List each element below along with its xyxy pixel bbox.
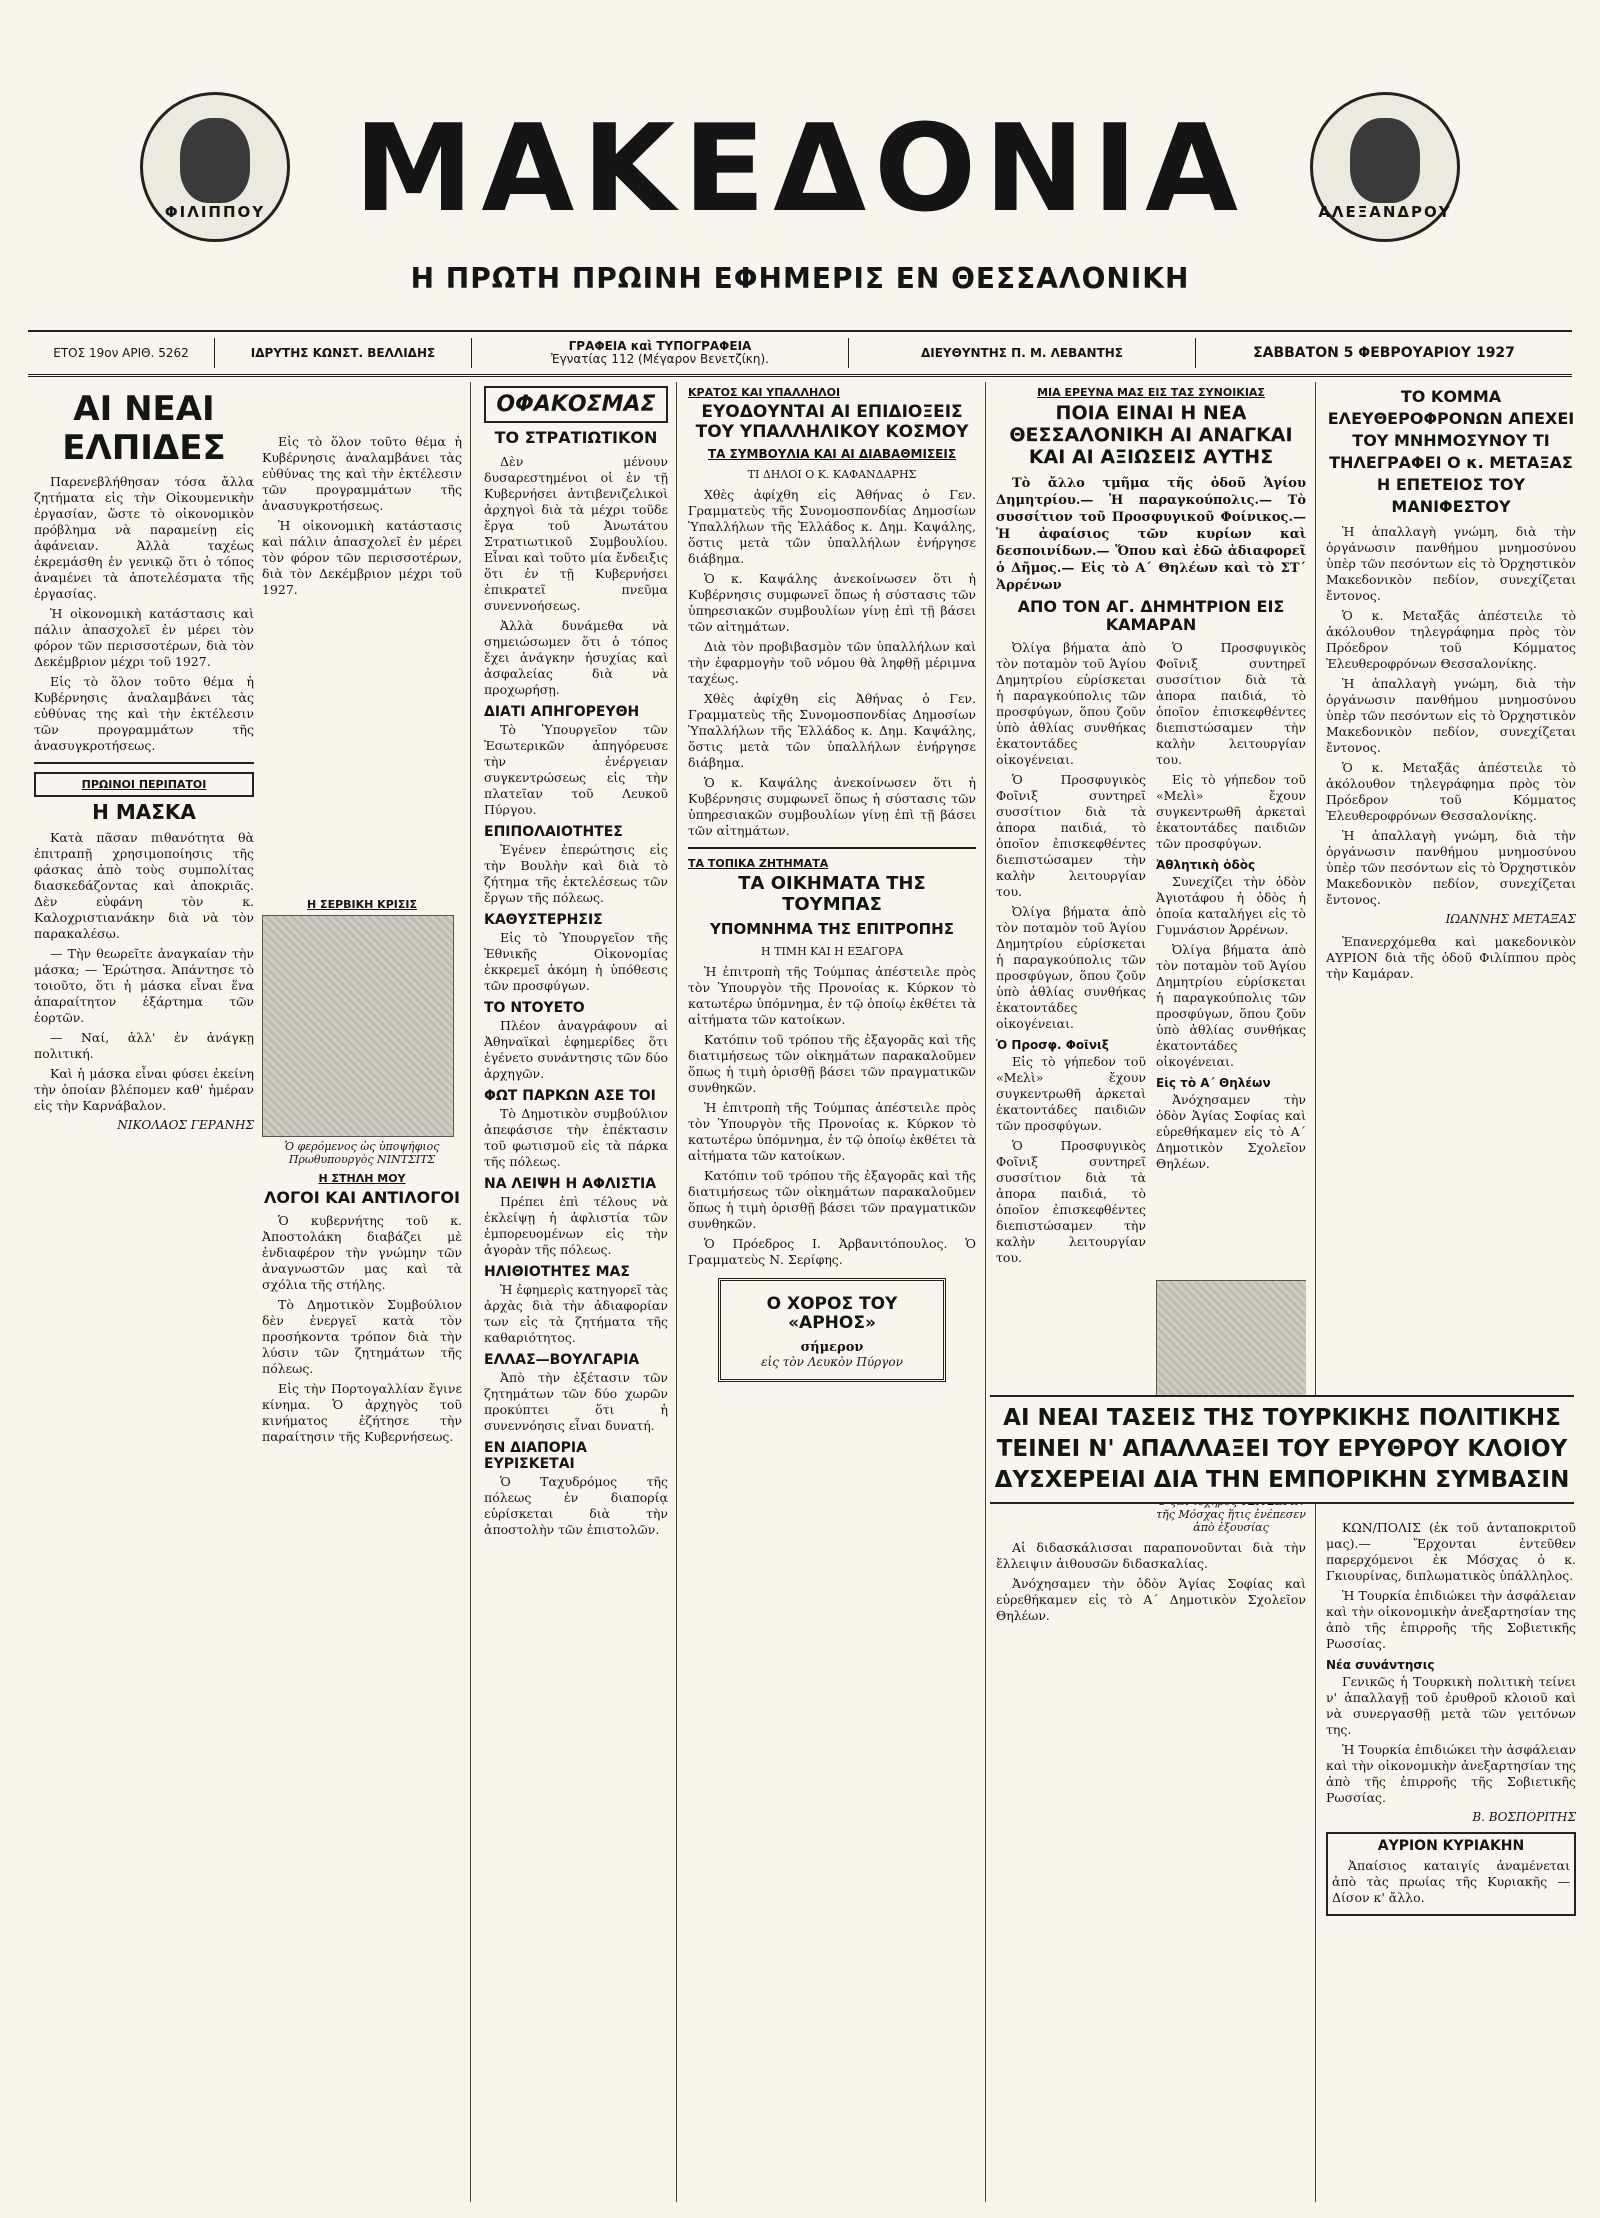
short-news-title: ΤΟ ΝΤΟΥΕΤΟ bbox=[484, 999, 585, 1016]
article-paragraph: — Ναί, ἀλλ' ἐν ἀνάγκῃ πολιτική. bbox=[34, 1030, 254, 1062]
article-paragraph: Διὰ τὸν προβιβασμὸν τῶν ὑπαλλήλων καὶ τὴν ἐφαρμογὴν τοῦ νόμου θὰ ληφθῇ μέριμνα ταχέως. bbox=[688, 638, 976, 686]
body-right bbox=[1156, 640, 1306, 1270]
short-news-item bbox=[484, 912, 668, 994]
article-paragraph: Ἡ ἀπαλλαγὴ γνώμη, διὰ τὴν ὁργάνωσιν πανθήμου μνημοσύνου ὑπὲρ τῶν πεσόντων εἰς τὸ Ὀρχηστικὸν Μακεδονικὸν πεδίον, συνεχίζεται ἔντονος. bbox=[1326, 676, 1576, 755]
alexander-portrait-icon bbox=[1350, 118, 1420, 203]
article-paragraph: Ὀλίγα βήματα ἀπὸ τὸν ποταμὸν τοῦ Ἁγίου Δημητρίου εὑρίσκεται ἡ παραγκούπολις τῶν προσφύγων, ὅπου ζοῦν ὑπὸ ἀθλίας συνθήκας ἑκατοντάδες οἰκογένειαι. bbox=[996, 640, 1146, 768]
article-lead: Τὸ ἄλλο τμῆμα τῆς ὁδοῦ Ἁγίου Δημητρίου.— Ἡ παραγκούπολις.— Τὸ συσσίτιον τοῦ Προσφυγικοῦ Φοίνικος.— Ἡ ἀφαίσιος τῶν κυρίων καὶ δεσποινίδων.— Ὅπου καὶ ἐδῶ ἀδιαφορεῖ ὁ Δῆμος.— Εἰς τὸ Α΄ Θηλέων καὶ τὸ ΣΤ΄ Ἀρρένων bbox=[996, 475, 1306, 593]
article-paragraph: Ἡ ἐπιτροπὴ τῆς Τούμπας ἀπέστειλε πρὸς τὸν Ὑπουργὸν τῆς Προνοίας κ. Κύρκον τὸ κατωτέρω ὑπόμνημα, ἐν τῷ ὁποίῳ ἐκθέτει τὰ αἰτήματα τῶν κατοίκων. bbox=[688, 963, 976, 1027]
article-paragraph: Ἀνόχησαμεν τὴν ὁδὸν Ἁγίας Σοφίας καὶ εὑρεθήκαμεν εἰς τὸ Α΄ Δημοτικὸν Σχολεῖον Θηλέων. bbox=[1156, 1092, 1306, 1172]
notice-paragraph: Ἐπανερχόμεθα καὶ μακεδονικὸν ΑΥΡΙΟΝ διὰ τῆς ὁδοῦ Φιλίππου πρὸς τὴν Καμάραν. bbox=[1326, 934, 1576, 981]
offices-line-2: Ἐγνατίας 112 (Μέγαρον Βενετζίκη). bbox=[551, 352, 769, 366]
short-news-text: Ὁ Ταχυδρόμος τῆς πόλεως ἐν διαπορίᾳ εὑρίσκεται διὰ τὴν ἀποστολὴν τῶν ἐπιστολῶν. bbox=[484, 1473, 668, 1537]
article-paragraph: Εἰς τὴν Πορτογαλλίαν ἔγινε κίνημα. Ὁ ἀρχηγὸς τοῦ κινήματος ἐζήτησε τὴν παραίτησιν τῆς Κυβερνήσεως. bbox=[262, 1381, 462, 1445]
aris-dance-advertisement bbox=[718, 1278, 946, 1382]
two-column-body bbox=[996, 640, 1306, 1270]
article-paragraph: Κατόπιν τοῦ τρόπου τῆς ἐξαγορᾶς καὶ τῆς διατιμήσεως τῶν οἰκημάτων παρακαλοῦμεν ὅπως ἡ τιμὴ ὁρισθῇ βάσει τῶν πραγματικῶν συνθηκῶν. bbox=[688, 1167, 976, 1231]
price-byline: Η ΤΙΜΗ ΚΑΙ Η ΕΞΑΓΟΡΑ bbox=[761, 944, 903, 958]
column-divider bbox=[985, 382, 986, 2202]
ad-title: Ο ΧΟΡΟΣ ΤΟΥ «ΑΡΗΟΣ» bbox=[766, 1293, 898, 1334]
short-news-title: ΕΛΛΑΣ—ΒΟΥΛΓΑΡΙΑ bbox=[484, 1351, 640, 1368]
short-news-item bbox=[484, 704, 668, 818]
column-divider bbox=[676, 382, 677, 2202]
article-paragraph: — Τὴν θεωρεῖτε ἀναγκαίαν τὴν μάσκα; — Ἐρώτησα. Ἀπάντησε τὸ τοιοῦτο, ὅτι ἡ μάσκα εἶναι ἕνα ἀπαραίτητον ἐξάρτημα τῶν ἐορτῶν. bbox=[34, 946, 254, 1026]
tomorrow-sunday-box bbox=[1326, 1832, 1576, 1916]
article-paragraph: Ὁ κυβερνήτης τοῦ κ. Ἀποστολάκη διαβάζει μὲ ἐνδιαφέρον τὴν γνώμην τῶν ἀναγνωστῶν μας καὶ τὰ σχόλια τῆς στήλης. bbox=[262, 1213, 462, 1293]
founder-line: ΙΔΡΥΤΗΣ ΚΩΝΣΤ. ΒΕΛΛΙΔΗΣ bbox=[215, 338, 472, 368]
article-paragraph: Ὁ Προσφυγικὸς Φοῖνιξ συντηρεῖ συσσίτιον διὰ τὰ ἀπορα παιδιά, τὸ ὁποῖον ἐπισκεφθέντες διεπιστώσαμεν τὴν καλὴν λειτουργίαν του. bbox=[1156, 640, 1306, 768]
column-divider bbox=[1315, 382, 1316, 2202]
author-signature: ΝΙΚΟΛΑΟΣ ΓΕΡΑΝΗΣ bbox=[117, 1118, 254, 1133]
kafandaris-byline: ΤΙ ΔΗΛΟΙ Ο Κ. ΚΑΦΑΝΔΑΡΗΣ bbox=[747, 467, 917, 481]
metaxas-signature: ΙΩΑΝΝΗΣ ΜΕΤΑΞΑΣ bbox=[1445, 912, 1576, 926]
mask-subheadline: Η ΜΑΣΚΑ bbox=[92, 800, 196, 825]
short-news-text: Ἀπὸ τὴν ἐξέτασιν τῶν ζητημάτων τῶν δύο χωρῶν προκύπτει ὅτι ἡ συνεννόησις εἶναι δυνατή. bbox=[484, 1369, 668, 1433]
article-paragraph: Εἰς τὸ ὅλον τοῦτο θέμα ἡ Κυβέρνησις ἀναλαμβάνει τὰς εὐθύνας της καὶ τὴν ἐκτέλεσιν τῶν προγραμμάτων τῆς ἀνασυγκροτήσεως. bbox=[262, 434, 462, 513]
article-paragraph: Παρενεβλήθησαν τόσα ἄλλα ζητήματα εἰς τὴν Οἰκουμενικὴν ἐργασίαν, ὥστε τὸ οἰκονομικὸν πρόβλημα νὰ παραμείνῃ εἰς ἀφάνειαν. Ἀλλὰ ταχέως ἐκρεμάσθη ἐν γενικῷ ὅτι ὁ τόπος ἀναμένει τὰ ἀποτελέσματα τῆς ἐργασίας. bbox=[34, 474, 254, 602]
article-paragraph: ΚΩΝ/ΠΟΛΙΣ (ἐκ τοῦ ἀνταποκριτοῦ μας).— Ἔρχονται ἐντεῦθεν παρερχόμενοι ἐκ Μόσχας ὁ κ. Γκιουρίνας, διπλωματικὸς ὑπάλληλος. bbox=[1326, 1520, 1576, 1583]
serbian-crisis-kicker: Η ΣΕΡΒΙΚΗ ΚΡΙΣΙΣ bbox=[307, 898, 417, 911]
article-paragraph: Καὶ ἡ μάσκα εἶναι φύσει ἐκείνη τὴν ὁποίαν βλέπομεν καθ' ἡμέραν εἰς τὴν Καρνάβαλον. bbox=[34, 1066, 254, 1114]
article-paragraph: Ὁ κ. Μεταξᾶς ἀπέστειλε τὸ ἀκόλουθον τηλεγράφημα πρὸς τὸν Πρόεδρον τοῦ Κόμματος Ἐλευθεροφρόνων Θεσσαλονίκης. bbox=[1326, 608, 1576, 671]
article-paragraph: Ὁ κ. Καψάλης ἀνεκοίνωσεν ὅτι ἡ Κυβέρνησις συμφωνεῖ ὅπως ἡ σύστασις τῶν ὑπηρεσιακῶν συμβουλίων γίνῃ ἐπὶ τῇ βάσει τῶν αἰτημάτων. bbox=[688, 570, 976, 634]
short-news-item bbox=[484, 1000, 668, 1082]
metaxas-headline: ΤΟ ΚΟΜΜΑ ΕΛΕΥΘΕΡΟΦΡΟΝΩΝ ΑΠΕΧΕΙ ΤΟΥ ΜΝΗΜΟΣΥΝΟΥ ΤΙ ΤΗΛΕΓΡΑΦΕΙ Ο κ. ΜΕΤΑΞΑΣ Η ΕΠΕΤΕΙΟΣ ΤΟΥ ΜΑΝΙΦΕΣΤΟΥ bbox=[1327, 387, 1575, 516]
short-news-item bbox=[484, 1440, 668, 1538]
chicherin-caption: τῆς Μόσχας ἥτις ἐνέπεσεν ἀπὸ ἐξουσίας bbox=[1156, 1508, 1306, 1535]
article-paragraph: Ὁ Προσφυγικὸς Φοῖνιξ συντηρεῖ συσσίτιον διὰ τὰ ἀπορα παιδιά, τὸ ὁποῖον ἐπισκεφθέντες διεπιστώσαμεν τὴν καλὴν λειτουργίαν του. bbox=[996, 772, 1146, 900]
article-paragraph: Δὲν μένουν δυσαρεστημένοι οἱ ἐν τῇ Κυβερνήσει ἀντιβενιζελικοὶ ἀρχηγοὶ διὰ τὰ μέχρι τοῦδε ἔργα τοῦ Ἀνωτάτου Στρατιωτικοῦ Συμβουλίου. Εἶναι καὶ τοῦτο μία ἔνδειξις ὅτι ἐν τῇ Κυβερνήσει ἐπικρατεῖ πνεῦμα συνεννοήσεως. bbox=[484, 453, 668, 613]
issue-number: ΕΤΟΣ 19ον ΑΡΙΘ. 5262 bbox=[28, 338, 215, 368]
civil-servants-column bbox=[688, 382, 976, 2202]
right-seal-inscription: ΑΛΕΞΑΝΔΡΟΥ bbox=[1318, 202, 1452, 221]
committee-memo-headline: ΥΠΟΜΝΗΜΑ ΤΗΣ ΕΠΙΤΡΟΠΗΣ bbox=[710, 920, 954, 939]
article-paragraph: Ὀλίγα βήματα ἀπὸ τὸν ποταμὸν τοῦ Ἁγίου Δημητρίου εὑρίσκεται ἡ παραγκούπολις τῶν προσφύγων, ὅπου ζοῦν ὑπὸ ἀθλίας συνθήκας ἑκατοντάδες οἰκογένειαι. bbox=[1156, 942, 1306, 1070]
article-paragraph: Ὁ Προσφυγικὸς Φοῖνιξ συντηρεῖ συσσίτιον διὰ τὰ ἀπορα παιδιά, τὸ ὁποῖον ἐπισκεφθέντες διεπιστώσαμεν τὴν καλὴν λειτουργίαν του. bbox=[996, 1138, 1146, 1266]
our-lens-headline: ΟΦΑΚΟΣΜΑΣ bbox=[484, 386, 668, 423]
lead-article-column-continued bbox=[262, 382, 462, 2202]
column-divider bbox=[470, 382, 471, 2202]
short-news-title: ΕΠΙΠΟΛΑΙΟΤΗΤΕΣ bbox=[484, 823, 623, 840]
article-paragraph: Ὁ κ. Καψάλης ἀνεκοίνωσεν ὅτι ἡ Κυβέρνησις συμφωνεῖ ὅπως ἡ σύστασις τῶν ὑπηρεσιακῶν συμβουλίων γίνῃ ἐπὶ τῇ βάσει τῶν αἰτημάτων. bbox=[688, 774, 976, 838]
article-paragraph: Ἡ Τουρκία ἐπιδιώκει τὴν ἀσφάλειαν καὶ τὴν οἰκονομικὴν ἀνεξαρτησίαν της ἀπὸ τῆς ἐπιρροῆς τῆς Σοβιετικῆς Ρωσσίας. bbox=[1326, 1588, 1576, 1651]
article-paragraph: Τὸ Δημοτικὸν Συμβούλιον δὲν ἐνεργεῖ κατὰ τὸν προσήκοντα τρόπον διὰ τὴν λύσιν τῶν ζητημάτων τῆς πόλεως. bbox=[262, 1297, 462, 1377]
issue-date: ΣΑΒΒΑΤΟΝ 5 ΦΕΒΡΟΥΑΡΙΟΥ 1927 bbox=[1253, 344, 1515, 361]
short-news-text: Ἡ ἐφημερὶς κατηγορεῖ τὰς ἀρχὰς διὰ τὴν ἀδιαφορίαν των εἰς τὰ ζητήματα τῆς καθαριότητος. bbox=[484, 1281, 668, 1345]
article-paragraph: Ἡ ἀπαλλαγὴ γνώμη, διὰ τὴν ὁργάνωσιν πανθήμου μνημοσύνου ὑπὲρ τῶν πεσόντων εἰς τὸ Ὀρχηστικὸν Μακεδονικὸν πεδίον, συνεχίζεται ἔντονος. bbox=[1326, 524, 1576, 603]
agios-dimitrios-subheadline: ΑΠΟ ΤΟΝ ΑΓ. ΔΗΜΗΤΡΙΟΝ ΕΙΣ ΚΑΜΑΡΑΝ bbox=[1017, 596, 1285, 634]
info-bar bbox=[28, 330, 1572, 377]
article-paragraph: Χθὲς ἀφίχθη εἰς Ἀθήνας ὁ Γεν. Γραμματεὺς τῆς Συνομοσπονδίας Δημοσίων Ὑπαλλήλων τῆς Ἑλλάδος κ. Δημ. Καψάλης, ὅστις μετὰ τῶν ὑπαλλήλων ἐνήργησε διάβημα. bbox=[688, 690, 976, 770]
our-lens-column bbox=[484, 382, 668, 2202]
short-news-text: Τὸ Δημοτικὸν συμβούλιον ἀπεφάσισε τὴν ἐπέκτασιν τοῦ φωτισμοῦ εἰς τὰ πάρκα τῆς πόλεως. bbox=[484, 1105, 668, 1169]
article-paragraph: Ἡ ἀπαλλαγὴ γνώμη, διὰ τὴν ὁργάνωσιν πανθήμου μνημοσύνου ὑπὲρ τῶν πεσόντων εἰς τὸ Ὀρχηστικὸν Μακεδονικὸν πεδίον, συνεχίζεται ἔντονος. bbox=[1326, 828, 1576, 907]
offices-block bbox=[472, 338, 849, 368]
politician-portrait-photo bbox=[262, 915, 454, 1137]
short-news-title: ΕΝ ΔΙΑΠΟΡΙΑ ΕΥΡΙΣΚΕΤΑΙ bbox=[484, 1439, 587, 1472]
local-issues-kicker: ΤΑ ΤΟΠΙΚΑ ΖΗΤΗΜΑΤΑ bbox=[688, 856, 829, 870]
turkish-politics-headline: ΑΙ ΝΕΑΙ ΤΑΣΕΙΣ ΤΗΣ ΤΟΥΡΚΙΚΗΣ ΠΟΛΙΤΙΚΗΣ ΤΕΙΝΕΙ Ν' ΑΠΑΛΛΑΞΕΙ ΤΟΥ ΕΡΥΘΡΟΥ ΚΛΟΙΟΥ ΔΥΣΧΕΡΕΙΑΙ ΔΙΑ ΤΗΝ ΕΜΠΟΡΙΚΗΝ ΣΥΜΒΑΣΙΝ bbox=[990, 1395, 1574, 1504]
portrait-caption: Ὁ φερόμενος ὡς ὑποψήφιος Πρωθυπουργὸς ΝΙΝΤΣΙΤΣ bbox=[284, 1140, 440, 1166]
article-paragraph: Κατόπιν τοῦ τρόπου τῆς ἐξαγορᾶς καὶ τῆς διατιμήσεως τῶν οἰκημάτων παρακαλοῦμεν ὅπως ἡ τιμὴ ὁρισθῇ βάσει τῶν πραγματικῶν συνθηκῶν. bbox=[688, 1031, 976, 1095]
article-paragraph: Ἡ Τουρκία ἐπιδιώκει τὴν ἀσφάλειαν καὶ τὴν οἰκονομικὴν ἀνεξαρτησίαν της ἀπὸ τῆς ἐπιρροῆς τῆς Σοβιετικῆς Ρωσσίας. bbox=[1326, 1742, 1576, 1805]
morning-walks-kicker: ΠΡΩΙΝΟΙ ΠΕΡΙΠΑΤΟΙ bbox=[34, 772, 254, 797]
short-news-title: ΝΑ ΛΕΙΨΗ Η ΑΦΛΙΣΤΙΑ bbox=[484, 1175, 657, 1192]
new-meeting-subheading: Νέα συνάντησις bbox=[1326, 1658, 1435, 1672]
short-news-item bbox=[484, 1176, 668, 1258]
philip-portrait-icon bbox=[180, 118, 250, 203]
article-paragraph: Ὁ Πρόεδρος Ι. Ἀρβανιτόπουλος. Ὁ Γραμματεὺς Ν. Σερίφης. bbox=[688, 1235, 976, 1267]
article-paragraph: Συνεχίζει τὴν ὁδὸν Ἀγιοτάφου ἡ ὁδὸς ἡ ὁποία καταλήγει εἰς τὸ Γυμνάσιον Ἀρρένων. bbox=[1156, 874, 1306, 938]
short-news-item bbox=[484, 1264, 668, 1346]
offices-line-1: ΓΡΑΦΕΙΑ καὶ ΤΥΠΟΓΡΑΦΕΙΑ bbox=[568, 339, 752, 353]
civil-servants-headline: ΕΥΟΔΟΥΝΤΑΙ ΑΙ ΕΠΙΔΙΟΞΕΙΣ ΤΟΥ ΥΠΑΛΛΗΛΙΚΟΥ ΚΟΣΜΟΥ bbox=[695, 402, 969, 442]
girls-school-subheading: Εἰς τὸ Α΄ Θηλέων bbox=[1156, 1076, 1271, 1091]
alexander-coin-seal bbox=[1310, 92, 1460, 242]
short-news-item bbox=[484, 1088, 668, 1170]
short-news-title: ΦΩΤ ΠΑΡΚΩΝ ΑΣΕ ΤΟΙ bbox=[484, 1087, 656, 1104]
article-paragraph: Χθὲς ἀφίχθη εἰς Ἀθήνας ὁ Γεν. Γραμματεὺς τῆς Συνομοσπονδίας Δημοσίων Ὑπαλλήλων τῆς Ἑλλάδος κ. Δημ. Καψάλης, ὅστις μετὰ τῶν ὑπαλλήλων ἐνήργησε διάβημα. bbox=[688, 486, 976, 566]
article-paragraph: Ἡ οἰκονομικὴ κατάστασις καὶ πάλιν ἀπασχολεῖ ἐν μέρει τὸν φόρον τῶν περισσοτέρων, διὰ τὸν Δεκέμβριον μέχρι τοῦ 1927. bbox=[34, 606, 254, 670]
words-counterwords-subheadline: ΛΟΓΟΙ ΚΑΙ ΑΝΤΙΛΟΓΟΙ bbox=[264, 1188, 460, 1207]
tomorrow-sunday-title: ΑΥΡΙΟΝ ΚΥΡΙΑΚΗΝ bbox=[1377, 1838, 1525, 1854]
short-news-text: Τὸ Ὑπουργεῖον τῶν Ἐσωτερικῶν ἀπηγόρευσε τὴν ἐνέργειαν συγκεντρώσεως εἰς τὴν πλατεῖαν τοῦ Λευκοῦ Πύργου. bbox=[484, 721, 668, 817]
article-paragraph: Κατὰ πᾶσαν πιθανότητα θὰ ἐπιτραπῇ χρησιμοποίησις τῆς φάσκας ἀπὸ τοὺς συμπολίτας διασκεδάζοντας καὶ ἀποκριᾶς. Δὲν εὐφάνη τὸν κ. Καλοχριστιανάκην διὰ νὰ τὸν παρακαλέσω. bbox=[34, 830, 254, 942]
my-column-kicker: Η ΣΤΗΛΗ ΜΟΥ bbox=[318, 1172, 406, 1185]
councils-subheadline: ΤΑ ΣΥΜΒΟΥΛΙΑ ΚΑΙ ΑΙ ΔΙΑΒΑΘΜΙΣΕΙΣ bbox=[707, 447, 957, 462]
toumba-houses-headline: ΤΑ ΟΙΚΗΜΑΤΑ ΤΗΣ ΤΟΥΜΠΑΣ bbox=[738, 872, 926, 915]
phoenix-subheading: Ὁ Προσφ. Φοῖνιξ bbox=[996, 1038, 1109, 1053]
survey-kicker: ΜΙΑ ΕΡΕΥΝΑ ΜΑΣ ΕΙΣ ΤΑΣ ΣΥΝΟΙΚΙΑΣ bbox=[1037, 386, 1265, 399]
short-news-text: Ἐγένεν ἐπερώτησις εἰς τὴν Βουλὴν καὶ διὰ τὸ ζήτημα τῆς ἐκτελέσεως τῶν ἔργων τῆς πόλεως. bbox=[484, 841, 668, 905]
athletic-road-subheading: Ἀθλητικὴ ὁδὸς bbox=[1156, 858, 1256, 873]
lead-headline: ΑΙ ΝΕΑΙ ΕΛΠΙΔΕΣ bbox=[62, 389, 226, 469]
short-news-title: ΗΛΙΘΙΟΤΗΤΕΣ ΜΑΣ bbox=[484, 1263, 630, 1280]
ad-where: εἰς τὸν Λευκὸν Πύργον bbox=[761, 1354, 903, 1369]
article-paragraph: Εἰς τὸ γήπεδον τοῦ «Μελὶ» ἔχουν συγκεντρωθῆ ἀρκεταὶ ἑκατοντάδες παιδιῶν τῶν προσφύγων. bbox=[1156, 772, 1306, 852]
article-paragraph: Ὁ κ. Μεταξᾶς ἀπέστειλε τὸ ἀκόλουθον τηλεγράφημα πρὸς τὸν Πρόεδρον τοῦ Κόμματος Ἐλευθεροφρόνων Θεσσαλονίκης. bbox=[1326, 760, 1576, 823]
short-news-title: ΚΑΘΥΣΤΕΡΗΣΙΣ bbox=[484, 911, 603, 928]
short-news-item bbox=[484, 1352, 668, 1434]
short-news-title: ΔΙΑΤΙ ΑΠΗΓΟΡΕΥΘΗ bbox=[484, 703, 640, 720]
turkish-article-column bbox=[1326, 1520, 1576, 2200]
new-thessaloniki-headline: ΠΟΙΑ ΕΙΝΑΙ Η ΝΕΑ ΘΕΣΣΑΛΟΝΙΚΗ ΑΙ ΑΝΑΓΚΑΙ ΚΑΙ ΑΙ ΑΞΙΩΣΕΙΣ ΑΥΤΗΣ bbox=[1009, 402, 1293, 468]
section-rule bbox=[688, 847, 976, 849]
article-paragraph: Εἰς τὸ γήπεδον τοῦ «Μελὶ» ἔχουν συγκεντρωθῆ ἀρκεταὶ ἑκατοντάδες παιδιῶν τῶν προσφύγων. bbox=[996, 1054, 1146, 1134]
body-left bbox=[996, 640, 1146, 1270]
bosporitis-signature: Β. ΒΟΣΠΟΡΙΤΗΣ bbox=[1472, 1810, 1576, 1824]
article-paragraph: Γενικῶς ἡ Τουρκικὴ πολιτικὴ τείνει ν' ἀπαλλαγῇ τοῦ ἐρυθροῦ κλοιοῦ καὶ νὰ συνεργασθῇ μετὰ τῶν γειτόνων της. bbox=[1326, 1674, 1576, 1737]
article-paragraph: Ἀλλὰ δυνάμεθα νὰ σημειώσωμεν ὅτι ὁ τόπος ἔχει ἀνάγκην ἡσυχίας καὶ ἀσφαλείας διὰ νὰ προχωρήσῃ. bbox=[484, 617, 668, 697]
newspaper-title: ΜΑΚΕΔΟΝΙΑ bbox=[353, 100, 1247, 239]
section-rule bbox=[34, 762, 254, 764]
article-paragraph: Ὀλίγα βήματα ἀπὸ τὸν ποταμὸν τοῦ Ἁγίου Δημητρίου εὑρίσκεται ἡ παραγκούπολις τῶν προσφύγων, ὅπου ζοῦν ὑπὸ ἀθλίας συνθήκας ἑκατοντάδες οἰκογένειαι. bbox=[996, 904, 1146, 1032]
short-news-text: Εἰς τὸ Ὑπουργεῖον τῆς Ἐθνικῆς Οἰκονομίας ἐκκρεμεῖ ἀκόμη ἡ ὑπόθεσις τῶν προσφύγων. bbox=[484, 929, 668, 993]
director-line: ΔΙΕΥΘΥΝΤΗΣ Π. Μ. ΛΕΒΑΝΤΗΣ bbox=[849, 338, 1196, 368]
newspaper-subtitle: Η ΠΡΩΤΗ ΠΡΩΙΝΗ ΕΦΗΜΕΡΙΣ ΕΝ ΘΕΣΣΑΛΟΝΙΚΗ bbox=[410, 262, 1190, 295]
article-paragraph: Ἡ οἰκονομικὴ κατάστασις καὶ πάλιν ἀπασχολεῖ ἐν μέρει τὸν φόρον τῶν περισσοτέρων, διὰ τὸν Δεκέμβριον μέχρι τοῦ 1927. bbox=[262, 518, 462, 597]
short-news-item bbox=[484, 824, 668, 906]
new-thessaloniki-column bbox=[996, 382, 1306, 2202]
left-seal-inscription: ΦΙΛΙΠΠΟΥ bbox=[164, 202, 266, 221]
military-subheadline: ΤΟ ΣΤΡΑΤΙΩΤΙΚΟΝ bbox=[494, 428, 658, 448]
state-employees-kicker: ΚΡΑΤΟΣ ΚΑΙ ΥΠΑΛΛΗΛΟΙ bbox=[688, 386, 841, 399]
lead-article-column bbox=[34, 382, 254, 2202]
ad-when: σήμερον bbox=[800, 1339, 864, 1355]
philip-coin-seal bbox=[140, 92, 290, 242]
article-paragraph: Αἱ διδασκάλισσαι παραπονοῦνται διὰ τὴν ἔλλειψιν ἀιθουσῶν διδασκαλίας. bbox=[996, 1540, 1306, 1572]
article-paragraph: Εἰς τὸ ὅλον τοῦτο θέμα ἡ Κυβέρνησις ἀναλαμβάνει τὰς εὐθύνας της καὶ τὴν ἐκτέλεσιν τῶν προγραμμάτων τῆς ἀνασυγκροτήσεως. bbox=[34, 674, 254, 754]
tomorrow-sunday-text: Ἀπαίσιος καταιγίς ἀναμένεται ἀπὸ τὰς πρωίας τῆς Κυριακῆς — Δίσον κ' ἄλλο. bbox=[1332, 1858, 1570, 1906]
article-paragraph: Ἀνόχησαμεν τὴν ὁδὸν Ἁγίας Σοφίας καὶ εὑρεθήκαμεν εἰς τὸ Α΄ Δημοτικὸν Σχολεῖον Θηλέων. bbox=[996, 1576, 1306, 1624]
short-news-text: Πρέπει ἐπὶ τέλους νὰ ἐκλείψῃ ἡ ἀφλιστία τῶν ἐμπορευομένων εἰς τὴν ἀγορὰν τῆς πόλεως. bbox=[484, 1193, 668, 1257]
short-news-text: Πλέον ἀναγράφουν αἱ Ἀθηναϊκαὶ ἐφημερίδες ὅτι ἐγένετο συνάντησις τῶν δύο ἀρχηγῶν. bbox=[484, 1017, 668, 1081]
article-paragraph: Ἡ ἐπιτροπὴ τῆς Τούμπας ἀπέστειλε πρὸς τὸν Ὑπουργὸν τῆς Προνοίας κ. Κύρκον τὸ κατωτέρω ὑπόμνημα, ἐν τῷ ὁποίῳ ἐκθέτει τὰ αἰτήματα τῶν κατοίκων. bbox=[688, 1099, 976, 1163]
